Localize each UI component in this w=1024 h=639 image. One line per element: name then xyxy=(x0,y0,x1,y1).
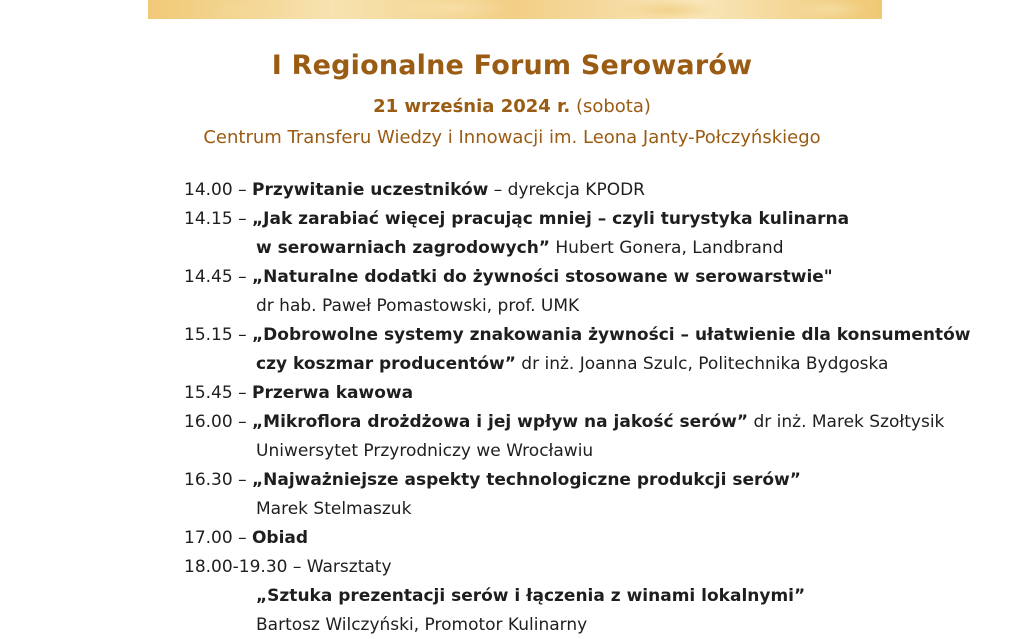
agenda-time: 15.45 – xyxy=(184,383,252,403)
agenda-speaker: Bartosz Wilczyński, Promotor Kulinarny xyxy=(256,615,588,635)
agenda-title-cont: w serowarniach zagrodowych” xyxy=(256,238,550,258)
agenda-item xyxy=(184,205,1004,234)
agenda-title-cont: „Sztuka prezentacji serów i łączenia z winami lokalnymi” xyxy=(256,586,806,606)
event-date-value: 21 września 2024 r. xyxy=(373,96,571,117)
agenda-item xyxy=(184,408,1004,437)
agenda-title: „Jak zarabiać więcej pracując mniej – czyli turystyka kulinarna xyxy=(251,209,850,229)
agenda-speaker: – dyrekcja KPODR xyxy=(488,180,645,200)
agenda-item xyxy=(184,466,1004,495)
agenda-title: Obiad xyxy=(251,528,309,548)
agenda-title-plain: Warsztaty xyxy=(306,557,392,577)
agenda-item xyxy=(184,524,1004,553)
page-title: I Regionalne Forum Serowarów xyxy=(271,50,753,81)
agenda-item-continuation xyxy=(184,611,1004,639)
agenda-title: „Naturalne dodatki do żywności stosowane w serowarstwie" xyxy=(251,267,833,287)
agenda-item-continuation xyxy=(184,350,1004,379)
agenda-time: 18.00-19.30 – xyxy=(184,557,307,577)
agenda-list xyxy=(184,176,1004,639)
agenda-title: Przywitanie uczestników xyxy=(251,180,489,200)
cheese-banner-image xyxy=(148,0,882,19)
agenda-speaker: dr inż. Joanna Szulc, Politechnika Bydgoska xyxy=(515,354,889,374)
agenda-title: Przerwa kawowa xyxy=(251,383,414,403)
agenda-time: 17.00 – xyxy=(184,528,252,548)
agenda-time: 15.15 – xyxy=(184,325,252,345)
agenda-time: 14.15 – xyxy=(184,209,252,229)
event-day: (sobota) xyxy=(570,96,651,117)
agenda-speaker: dr hab. Paweł Pomastowski, prof. UMK xyxy=(256,296,580,316)
agenda-title: „Najważniejsze aspekty technologiczne produkcji serów” xyxy=(251,470,801,490)
agenda-speaker: dr inż. Marek Szołtysik xyxy=(748,412,945,432)
agenda-item-continuation xyxy=(184,292,1004,321)
agenda-time: 14.00 – xyxy=(184,180,252,200)
event-date xyxy=(0,96,1024,117)
agenda-item-continuation xyxy=(184,495,1004,524)
agenda-item xyxy=(184,553,1004,582)
agenda-item-continuation xyxy=(184,234,1004,263)
agenda-speaker: Hubert Gonera, Landbrand xyxy=(549,238,784,258)
agenda-item xyxy=(184,263,1004,292)
agenda-title-cont: czy koszmar producentów” xyxy=(256,354,516,374)
event-venue: Centrum Transferu Wiedzy i Innowacji im. Leona Janty-Połczyńskiego xyxy=(203,127,821,148)
agenda-item xyxy=(184,321,1004,350)
agenda-time: 14.45 – xyxy=(184,267,252,287)
agenda-time: 16.00 – xyxy=(184,412,252,432)
agenda-title: „Dobrowolne systemy znakowania żywności – ułatwienie dla konsumentów xyxy=(251,325,971,345)
agenda-item xyxy=(184,379,1004,408)
agenda-affiliation: Uniwersytet Przyrodniczy we Wrocławiu xyxy=(256,441,594,461)
agenda-time: 16.30 – xyxy=(184,470,252,490)
agenda-title: „Mikroflora drożdżowa i jej wpływ na jakość serów” xyxy=(251,412,749,432)
agenda-item-continuation xyxy=(184,437,1004,466)
agenda-speaker: Marek Stelmaszuk xyxy=(256,499,412,519)
agenda-item xyxy=(184,176,1004,205)
agenda-item-continuation xyxy=(184,582,1004,611)
